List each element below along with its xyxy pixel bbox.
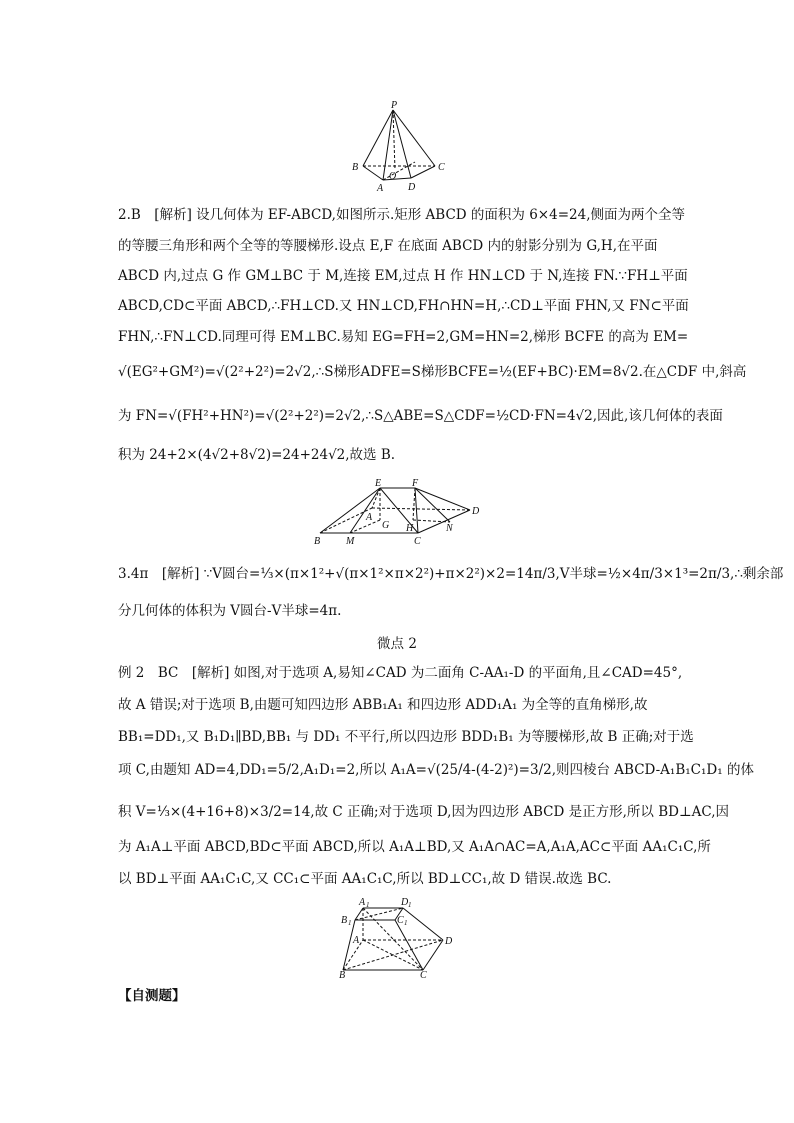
- frustum-a1b1c1d1-figure: [335, 898, 465, 980]
- label-M: M: [346, 536, 355, 547]
- text-line: 积为 24+2×(4√2+8√2)=24+24√2,故选 B.: [118, 447, 396, 463]
- label-N: N: [446, 523, 453, 534]
- label-C: C: [438, 162, 445, 173]
- text-line: √(EG²+GM²)=√(2²+2²)=2√2,∴S梯形ADFE=S梯形BCFE=½(EF+BC)·EM=8√2.在△CDF 中,斜高: [118, 364, 747, 380]
- label-D: D: [445, 936, 453, 947]
- label-P: P: [391, 100, 398, 111]
- text-line: 为 FN=√(FH²+HN²)=√(2²+2²)=2√2,∴S△ABE=S△CDF=½CD·FN=4√2,因此,该几何体的表面: [118, 408, 723, 424]
- label-A1: A: [359, 897, 366, 908]
- label-C: C: [420, 970, 427, 981]
- label-B: B: [314, 536, 321, 547]
- text-line: 例 2 BC [解析] 如图,对于选项 A,易知∠CAD 为二面角 C-AA₁-D 的平面角,且∠CAD=45°,: [118, 665, 683, 681]
- label-B: B: [352, 162, 359, 173]
- label-A: A: [353, 935, 360, 946]
- label-C: C: [414, 536, 421, 547]
- frustum-efabcd-figure: [310, 478, 490, 550]
- label-H: H: [406, 523, 414, 534]
- label-G: G: [382, 520, 390, 531]
- label-B1-subscript: 1: [348, 919, 352, 927]
- text-line: ABCD 内,过点 G 作 GM⊥BC 于 M,连接 EM,过点 H 作 HN⊥CD 于 N,连接 FN.∵FH⊥平面: [118, 268, 688, 284]
- text-line: ABCD,CD⊂平面 ABCD,∴FH⊥CD.又 HN⊥CD,FH∩HN=H,∴CD⊥平面 FHN,又 FN⊂平面: [118, 298, 689, 314]
- text-line: 积 V=⅓×(4+16+8)×3/2=14,故 C 正确;对于选项 D,因为四边形 ABCD 是正方形,所以 BD⊥AC,因: [118, 804, 730, 820]
- label-F: F: [412, 478, 419, 489]
- text-line: 故 A 错误;对于选项 B,由题可知四边形 ABB₁A₁ 和四边形 ADD₁A₁ 为全等的直角梯形,故: [118, 697, 648, 713]
- label-B1: B: [341, 915, 348, 926]
- label-A: A: [366, 512, 373, 523]
- label-E: E: [375, 478, 382, 489]
- label-A: A: [377, 183, 384, 194]
- label-D1-subscript: 1: [408, 901, 412, 909]
- label-C1-subscript: 1: [404, 919, 408, 927]
- label-O: O: [389, 171, 397, 182]
- label-B: B: [339, 970, 346, 981]
- text-line: 以 BD⊥平面 AA₁C₁C,又 CC₁⊂平面 AA₁C₁C,所以 BD⊥CC₁,故 D 错误.故选 BC.: [118, 871, 612, 887]
- text-line: 的等腰三角形和两个全等的等腰梯形.设点 E,F 在底面 ABCD 内的射影分别为 G,H,在平面: [118, 238, 658, 254]
- label-C1: C: [397, 915, 404, 926]
- text-line: 为 A₁A⊥平面 ABCD,BD⊂平面 ABCD,所以 A₁A⊥BD,又 A₁A∩AC=A,A₁A,AC⊂平面 AA₁C₁C,所: [118, 839, 711, 855]
- label-D: D: [472, 506, 480, 517]
- text-line: 2.B [解析] 设几何体为 EF-ABCD,如图所示.矩形 ABCD 的面积为 6×4=24,侧面为两个全等: [118, 207, 685, 223]
- label-A1-subscript: 1: [366, 901, 370, 909]
- text-line: FHN,∴FN⊥CD.同理可得 EM⊥BC.易知 EG=FH=2,GM=HN=2,梯形 BCFE 的高为 EM=: [118, 329, 689, 345]
- text-line: 分几何体的体积为 V圆台-V半球=4π.: [118, 603, 342, 619]
- label-D1: D: [401, 897, 409, 908]
- section-title: 微点 2: [377, 636, 417, 652]
- text-line: 项 C,由题知 AD=4,DD₁=5/2,A₁D₁=2,所以 A₁A=√(25/4-(4-2)²)=3/2,则四棱台 ABCD-A₁B₁C₁D₁ 的体: [118, 762, 754, 778]
- label-D: D: [408, 182, 416, 193]
- self-test-heading: 【自测题】: [118, 988, 186, 1004]
- text-line: BB₁=DD₁,又 B₁D₁∥BD,BB₁ 与 DD₁ 不平行,所以四边形 BDD₁B₁ 为等腰梯形,故 B 正确;对于选: [118, 729, 694, 745]
- pyramid-figure: [345, 100, 455, 195]
- text-line: 3.4π [解析] ∵V圆台=⅓×(π×1²+√(π×1²×π×2²)+π×2²)×2=14π/3,V半球=½×4π/3×1³=2π/3,∴剩余部: [118, 566, 784, 582]
